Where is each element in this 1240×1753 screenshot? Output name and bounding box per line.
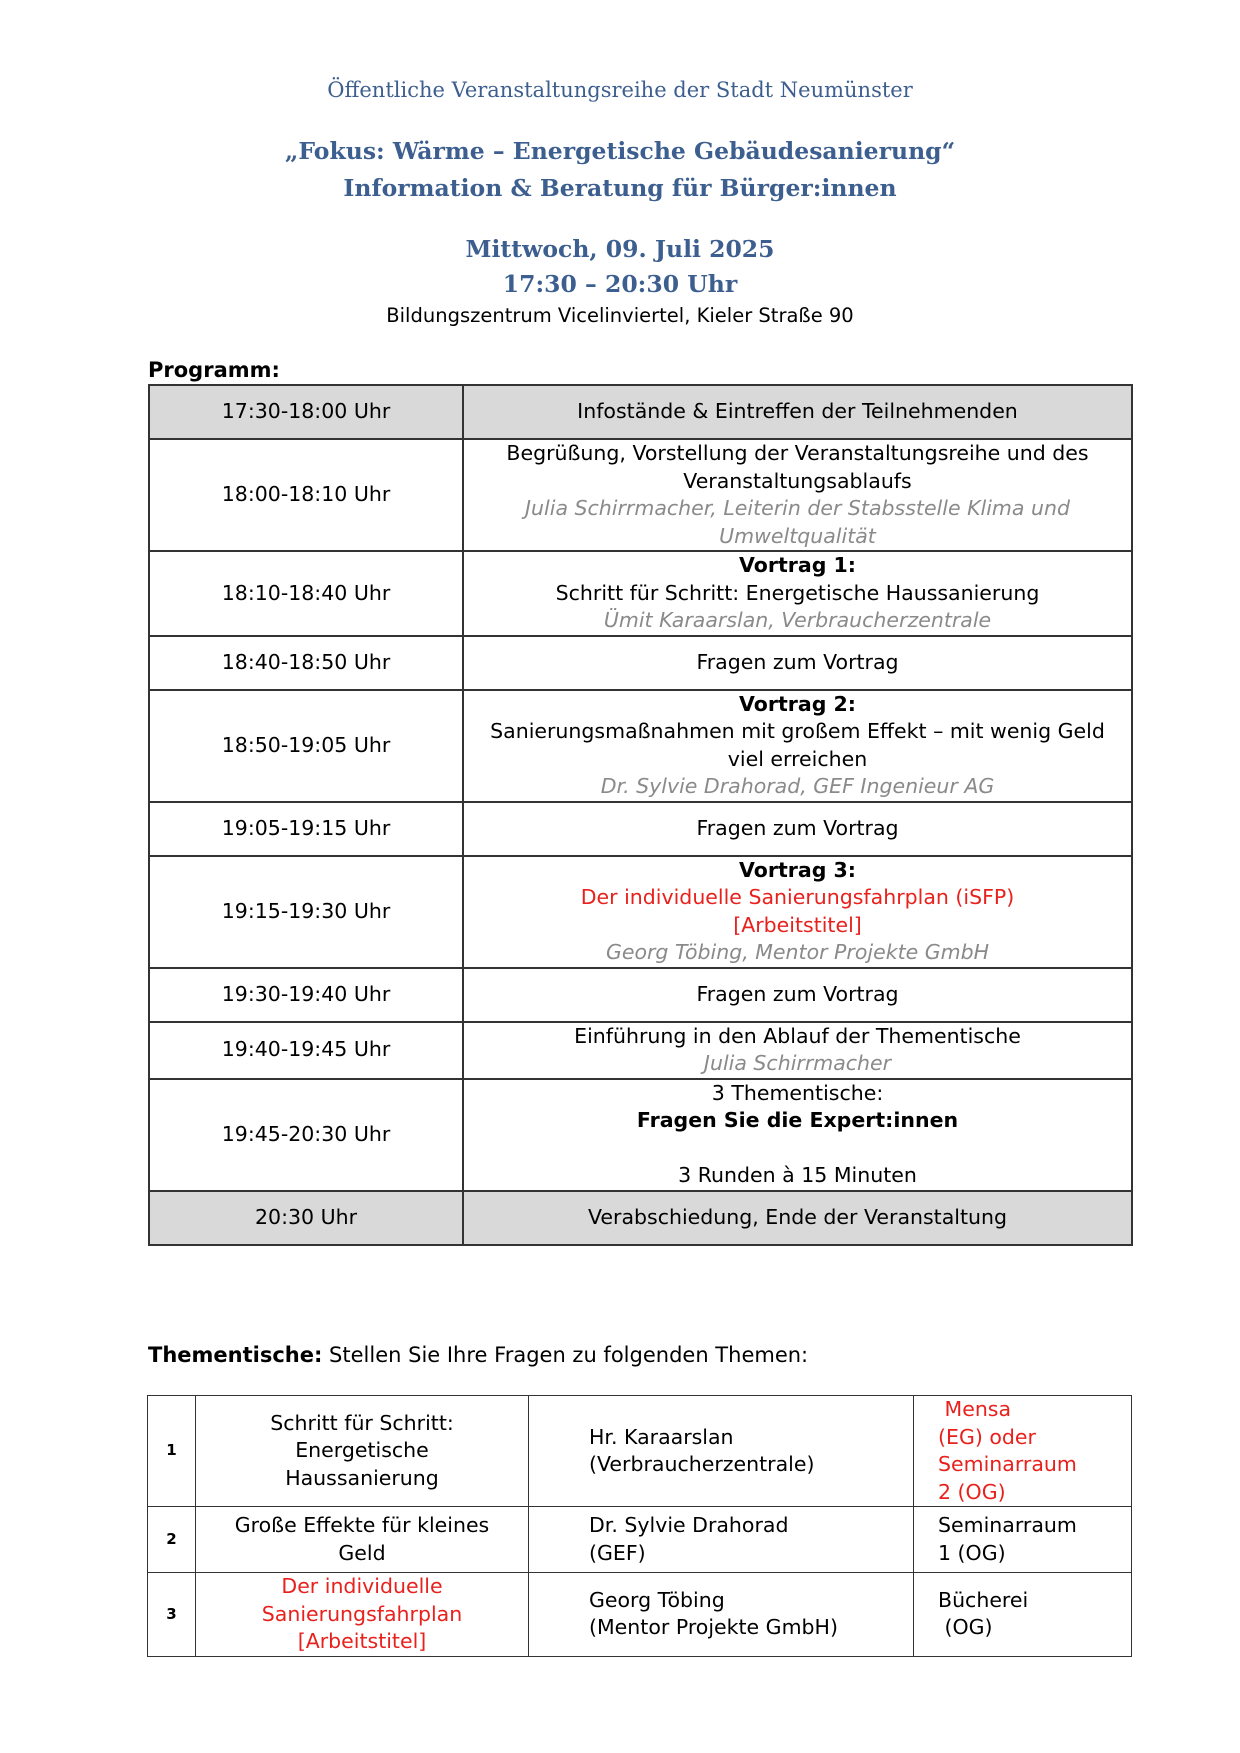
event-time: 17:30 – 20:30 Uhr [502,270,738,298]
program-text: 3 Thementische: [711,1080,884,1105]
talk-heading: Vortrag 1: [739,553,856,577]
table-number: 3 [148,1573,196,1657]
program-content [463,1022,1132,1079]
program-row [149,439,1132,551]
program-content [463,802,1132,856]
program-time: 17:30-18:00 Uhr [149,385,463,439]
program-content [463,551,1132,636]
thementisch-expert [529,1396,914,1507]
thementisch-topic [196,1573,529,1657]
program-text: Verabschiedung, Ende der Veranstaltung [587,1204,1008,1229]
program-content [463,1079,1132,1191]
topic-line: Der individuelle [281,1574,443,1598]
thementisch-expert [529,1507,914,1573]
table-number: 1 [148,1396,196,1507]
thementisch-room [914,1507,1132,1573]
expert-line: (GEF) [589,1540,646,1565]
program-table [148,384,1133,1246]
expert-line: Georg Töbing [589,1587,725,1612]
room-line: (OG) [938,1615,993,1640]
thementische-table [147,1395,1132,1657]
program-text: Infostände & Eintreffen der Teilnehmenden [577,399,1018,424]
topic-line: Haussanierung [285,1465,439,1490]
thementisch-topic [196,1507,529,1573]
expert-line: (Mentor Projekte GmbH) [589,1615,838,1640]
program-row [149,551,1132,636]
speaker-name: Julia Schirrmacher, Leiterin der Stabsstelle Klima und Umweltqualität [525,496,1070,548]
room-line: 1 (OG) [938,1540,1006,1565]
spacer [476,1135,1119,1163]
program-row [149,385,1132,439]
program-content [463,856,1132,968]
series-title: Öffentliche Veranstaltungsreihe der Stadt Neumünster [327,78,913,102]
thementisch-row [148,1396,1132,1507]
program-time: 18:40-18:50 Uhr [149,636,463,690]
expert-line: Dr. Sylvie Drahorad [589,1513,789,1537]
thementisch-room [914,1396,1132,1507]
thementische-heading-text: Stellen Sie Ihre Fragen zu folgenden Themen: [322,1343,809,1367]
room-line: Bücherei [938,1587,1029,1612]
topic-line: Geld [338,1540,386,1565]
program-time: 20:30 Uhr [149,1191,463,1245]
thementisch-topic [196,1396,529,1507]
expert-line: Hr. Karaarslan [589,1424,734,1449]
program-emphasis: Fragen Sie die Expert:innen [636,1108,959,1132]
program-row [149,690,1132,802]
program-text: Fragen zum Vortrag [696,981,899,1006]
topic-line: Große Effekte für kleines [234,1513,490,1537]
program-content [463,968,1132,1022]
program-time: 19:05-19:15 Uhr [149,802,463,856]
room-line: Seminarraum [938,1452,1077,1476]
thementisch-row [148,1573,1132,1657]
thementische-table-body [148,1396,1132,1657]
table-number: 2 [148,1507,196,1573]
topic-line: Energetische [295,1438,429,1463]
speaker-name: Georg Töbing, Mentor Projekte GmbH [605,940,990,964]
program-text: Fragen zum Vortrag [696,649,899,674]
program-time: 18:10-18:40 Uhr [149,551,463,636]
room-line: 2 (OG) [938,1479,1006,1504]
talk-title-highlight: Der individuelle Sanierungsfahrplan (iSFP) [580,885,1015,909]
program-text: Sanierungsmaßnahmen mit großem Effekt – mit wenig Geld viel erreichen [490,719,1105,771]
program-time: 19:15-19:30 Uhr [149,856,463,968]
program-row [149,1079,1132,1191]
speaker-name: Ümit Karaarslan, Verbraucherzentrale [603,608,992,632]
program-heading: Programm: [148,358,280,382]
program-table-body [149,385,1132,1245]
event-title: „Fokus: Wärme – Energetische Gebäudesanierung“ [284,137,956,165]
program-row [149,636,1132,690]
program-row [149,968,1132,1022]
program-content [463,385,1132,439]
program-time: 18:00-18:10 Uhr [149,439,463,551]
thementisch-row [148,1507,1132,1573]
speaker-name: Julia Schirrmacher [703,1051,892,1075]
program-row [149,802,1132,856]
thementisch-room [914,1573,1132,1657]
event-subtitle: Information & Beratung für Bürger:innen [343,174,897,202]
program-text: Fragen zum Vortrag [696,815,899,840]
thementische-heading-bold: Thementische: [148,1343,323,1367]
room-line: Seminarraum [938,1513,1077,1537]
topic-line: Sanierungsfahrplan [261,1601,463,1626]
talk-title-highlight: [Arbeitstitel] [733,912,862,937]
talk-heading: Vortrag 3: [739,857,856,882]
program-content [463,690,1132,802]
topic-line: [Arbeitstitel] [297,1629,427,1653]
program-time: 18:50-19:05 Uhr [149,690,463,802]
program-row [149,1022,1132,1079]
program-time: 19:45-20:30 Uhr [149,1079,463,1191]
event-venue: Bildungszentrum Vicelinviertel, Kieler Straße 90 [386,304,854,327]
talk-heading: Vortrag 2: [739,691,856,716]
topic-line: Schritt für Schritt: [270,1410,454,1435]
event-date: Mittwoch, 09. Juli 2025 [465,235,775,263]
program-content [463,636,1132,690]
program-content [463,1191,1132,1245]
room-line: Mensa [938,1397,1012,1421]
room-line: (EG) oder [938,1424,1036,1449]
program-row [149,856,1132,968]
program-time: 19:30-19:40 Uhr [149,968,463,1022]
program-text: 3 Runden à 15 Minuten [678,1163,917,1187]
program-content [463,439,1132,551]
thementisch-expert [529,1573,914,1657]
program-text: Schritt für Schritt: Energetische Haussanierung [555,580,1040,605]
program-text: Begrüßung, Vorstellung der Veranstaltungsreihe und des Veranstaltungsablaufs [506,441,1089,493]
expert-line: (Verbraucherzentrale) [589,1452,815,1476]
program-row [149,1191,1132,1245]
thementische-heading [148,1343,808,1367]
program-time: 19:40-19:45 Uhr [149,1022,463,1079]
speaker-name: Dr. Sylvie Drahorad, GEF Ingenieur AG [600,774,995,798]
program-text: Einführung in den Ablauf der Thementische [574,1023,1021,1048]
